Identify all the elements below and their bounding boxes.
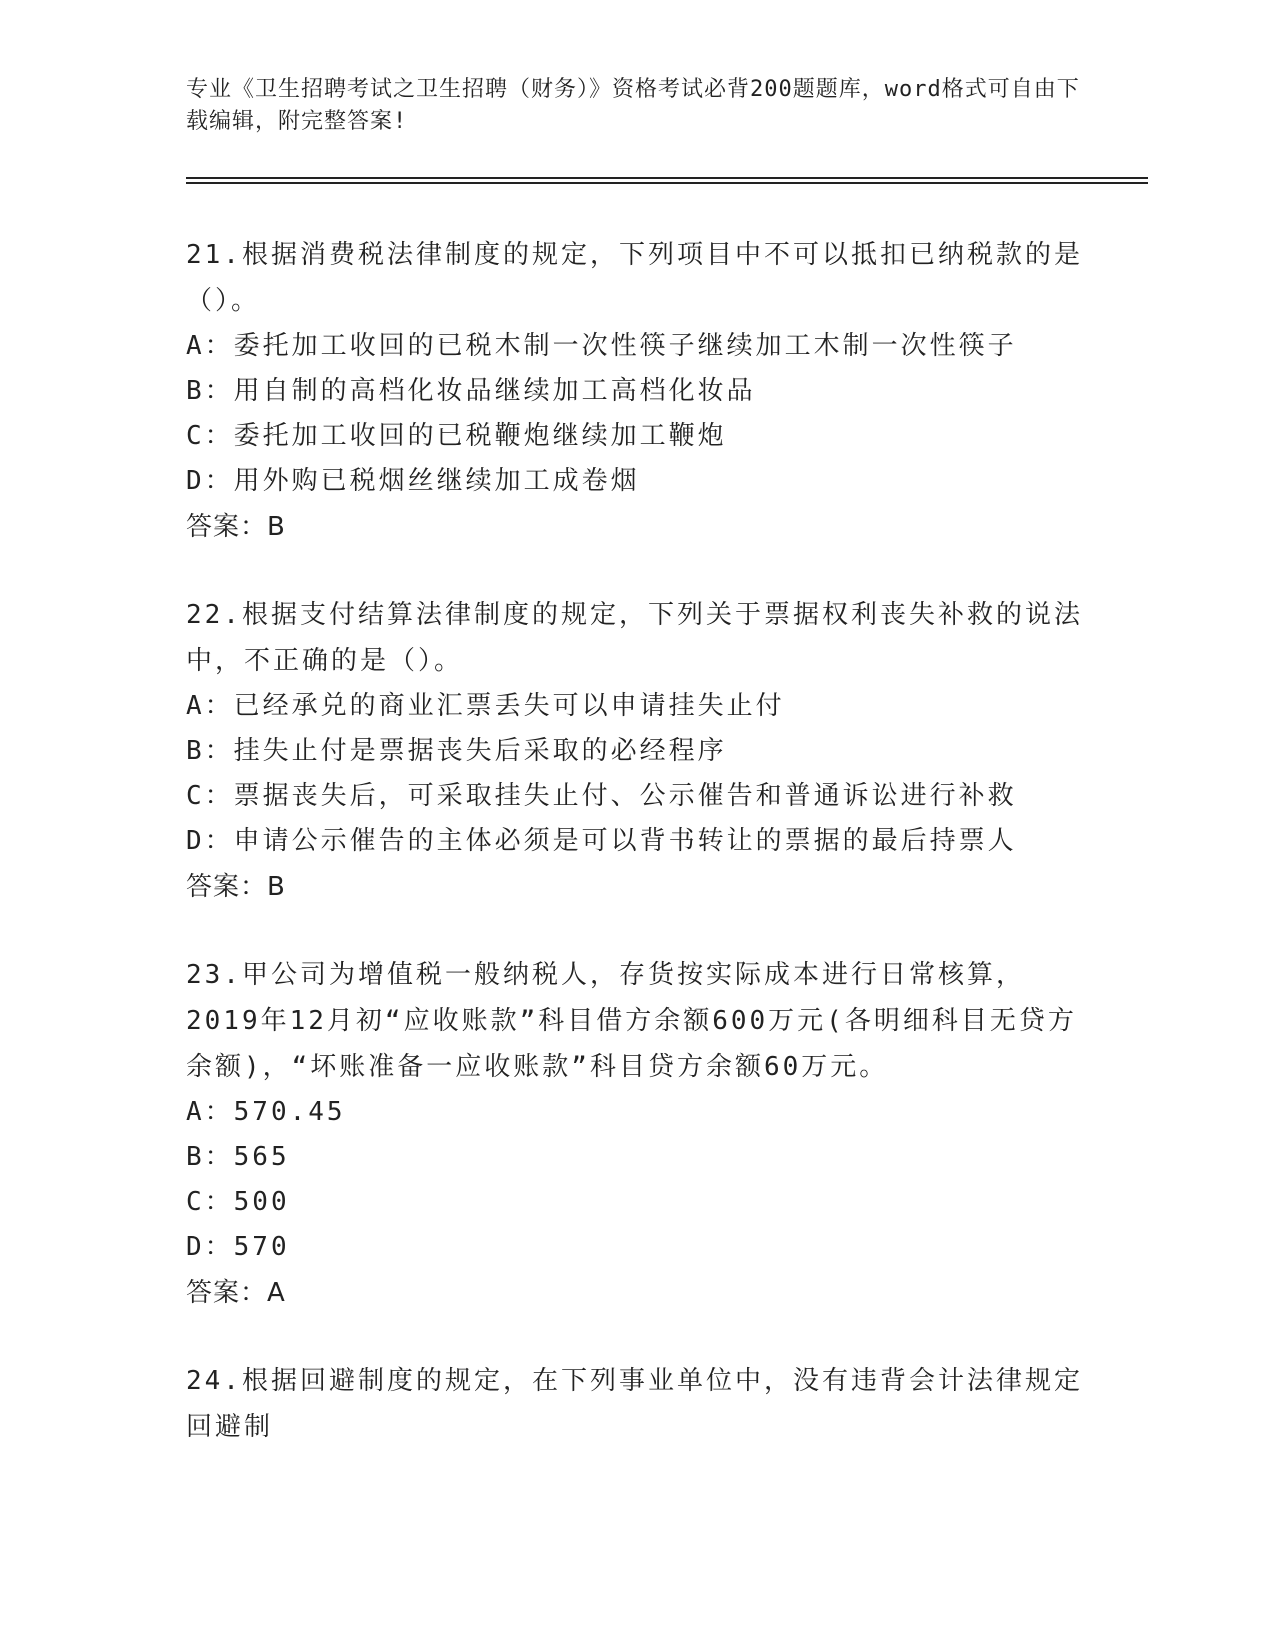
question-23 bbox=[186, 952, 1086, 1316]
answer-text: 答案：A bbox=[186, 1278, 286, 1308]
option-b: B：用自制的高档化妆品继续加工高档化妆品 bbox=[186, 376, 756, 406]
question-24 bbox=[186, 1358, 1086, 1450]
question-22 bbox=[186, 592, 1086, 910]
answer-text: 答案：B bbox=[186, 872, 286, 902]
question-21 bbox=[186, 232, 1086, 550]
question-stem: 22.根据支付结算法律制度的规定，下列关于票据权利丧失补救的说法中，不正确的是（）。 bbox=[186, 600, 1083, 676]
question-list bbox=[186, 232, 1086, 1492]
option-a: A：委托加工收回的已税木制一次性筷子继续加工木制一次性筷子 bbox=[186, 331, 1017, 361]
option-c: C：委托加工收回的已税鞭炮继续加工鞭炮 bbox=[186, 421, 727, 451]
option-c: C：500 bbox=[186, 1187, 290, 1217]
option-d: D：用外购已税烟丝继续加工成卷烟 bbox=[186, 466, 640, 496]
option-d: D：570 bbox=[186, 1232, 290, 1262]
option-a: A：已经承兑的商业汇票丢失可以申请挂失止付 bbox=[186, 691, 785, 721]
header-divider-top bbox=[186, 177, 1148, 179]
header-divider-bottom bbox=[186, 182, 1148, 184]
answer-text: 答案：B bbox=[186, 512, 286, 542]
header-text: 专业《卫生招聘考试之卫生招聘（财务）》资格考试必背200题题库，word格式可自由下载编辑，附完整答案! bbox=[186, 77, 1080, 134]
question-stem: 23.甲公司为增值税一般纳税人，存货按实际成本进行日常核算，2019年12月初“应收账款”科目借方余额600万元(各明细科目无贷方余额)，“坏账准备一应收账款”科目贷方余额60万元。 bbox=[186, 960, 1077, 1082]
option-d: D：申请公示催告的主体必须是可以背书转让的票据的最后持票人 bbox=[186, 826, 1017, 856]
option-c: C：票据丧失后，可采取挂失止付、公示催告和普通诉讼进行补救 bbox=[186, 781, 1017, 811]
question-stem: 24.根据回避制度的规定，在下列事业单位中，没有违背会计法律规定回避制 bbox=[186, 1366, 1083, 1442]
option-b: B：挂失止付是票据丧失后采取的必经程序 bbox=[186, 736, 727, 766]
document-header bbox=[186, 74, 1086, 138]
option-b: B：565 bbox=[186, 1142, 290, 1172]
question-stem: 21.根据消费税法律制度的规定，下列项目中不可以抵扣已纳税款的是（）。 bbox=[186, 240, 1083, 316]
option-a: A：570.45 bbox=[186, 1097, 346, 1127]
